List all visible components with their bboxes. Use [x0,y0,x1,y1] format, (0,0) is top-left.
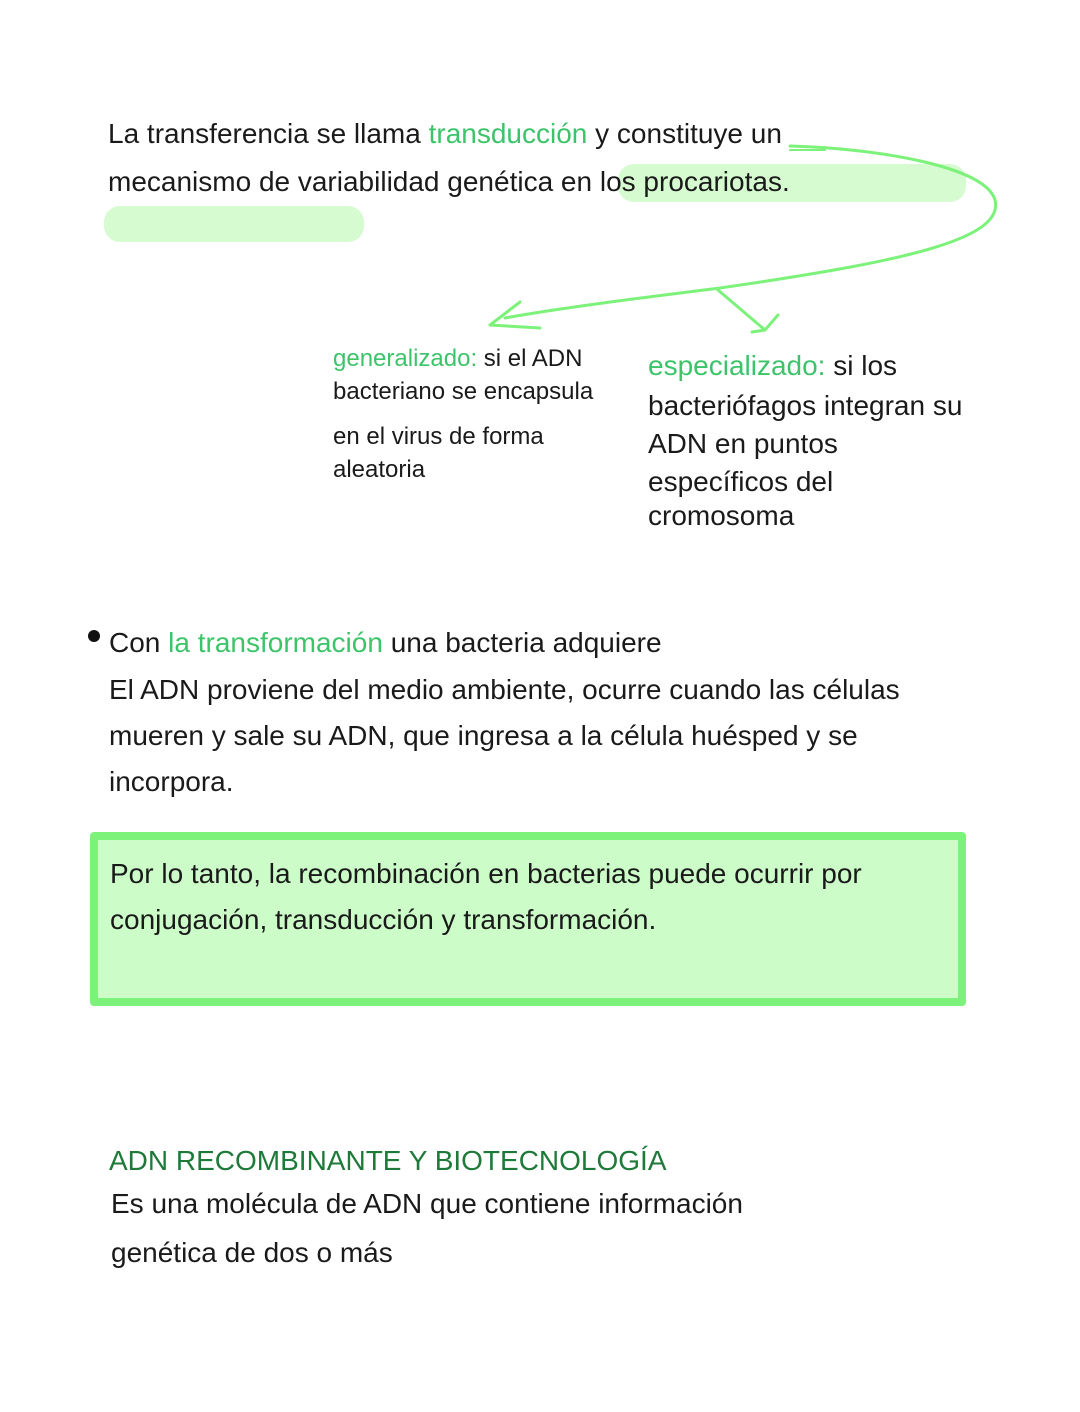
section-line1: Es una molécula de ADN que contiene información [111,1188,743,1219]
paragraph1-line1-suffix: y constituye un [587,118,782,149]
paragraph1-line1 [108,118,782,150]
transformation-line1 [109,627,662,659]
paragraph1-line2-prefix: mecanismo de variabilidad genética en [108,166,600,197]
transformation-suffix: una bacteria adquiere [382,627,662,658]
term-especializado: especializado: [648,350,826,381]
term-generalizado: generalizado: [333,345,478,372]
especializado-line5: cromosoma [648,500,795,531]
section-heading: ADN RECOMBINANTE Y BIOTECNOLOGÍA [109,1145,667,1176]
especializado-text1: si los [825,350,898,381]
term-transformacion: la transformación [168,627,383,658]
term-procariotas: los procariotas. [599,166,790,197]
summary-line2: conjugación, transducción y transformación. [110,904,657,935]
generalizado-line4: aleatoria [333,456,426,483]
term-transduccion: transducción [428,118,588,149]
generalizado-line2: bacteriano se encapsula [333,378,594,405]
especializado-line2: bacteriófagos integran su [648,390,963,421]
transformation-line2: El ADN proviene del medio ambiente, ocurre cuando las células [109,674,900,705]
transformation-prefix: Con [109,627,169,658]
summary-line1: Por lo tanto, la recombinación en bacterias puede ocurrir por [110,858,862,889]
transformation-line4: incorpora. [109,766,234,797]
paragraph1-line1-prefix: La transferencia se llama [108,118,429,149]
especializado-line4: específicos del [648,466,834,497]
transformation-line3: mueren y sale su ADN, que ingresa a la célula huésped y se [109,720,858,751]
especializado-line3: ADN en puntos [648,428,838,459]
especializado-line1 [648,350,897,382]
generalizado-text1: si el ADN [477,345,583,372]
section-line2: genética de dos o más [111,1237,393,1268]
generalizado-line3: en el virus de forma [333,423,544,450]
paragraph1-line2 [108,166,790,198]
generalizado-line1 [333,345,582,373]
bullet-dot [88,630,100,642]
